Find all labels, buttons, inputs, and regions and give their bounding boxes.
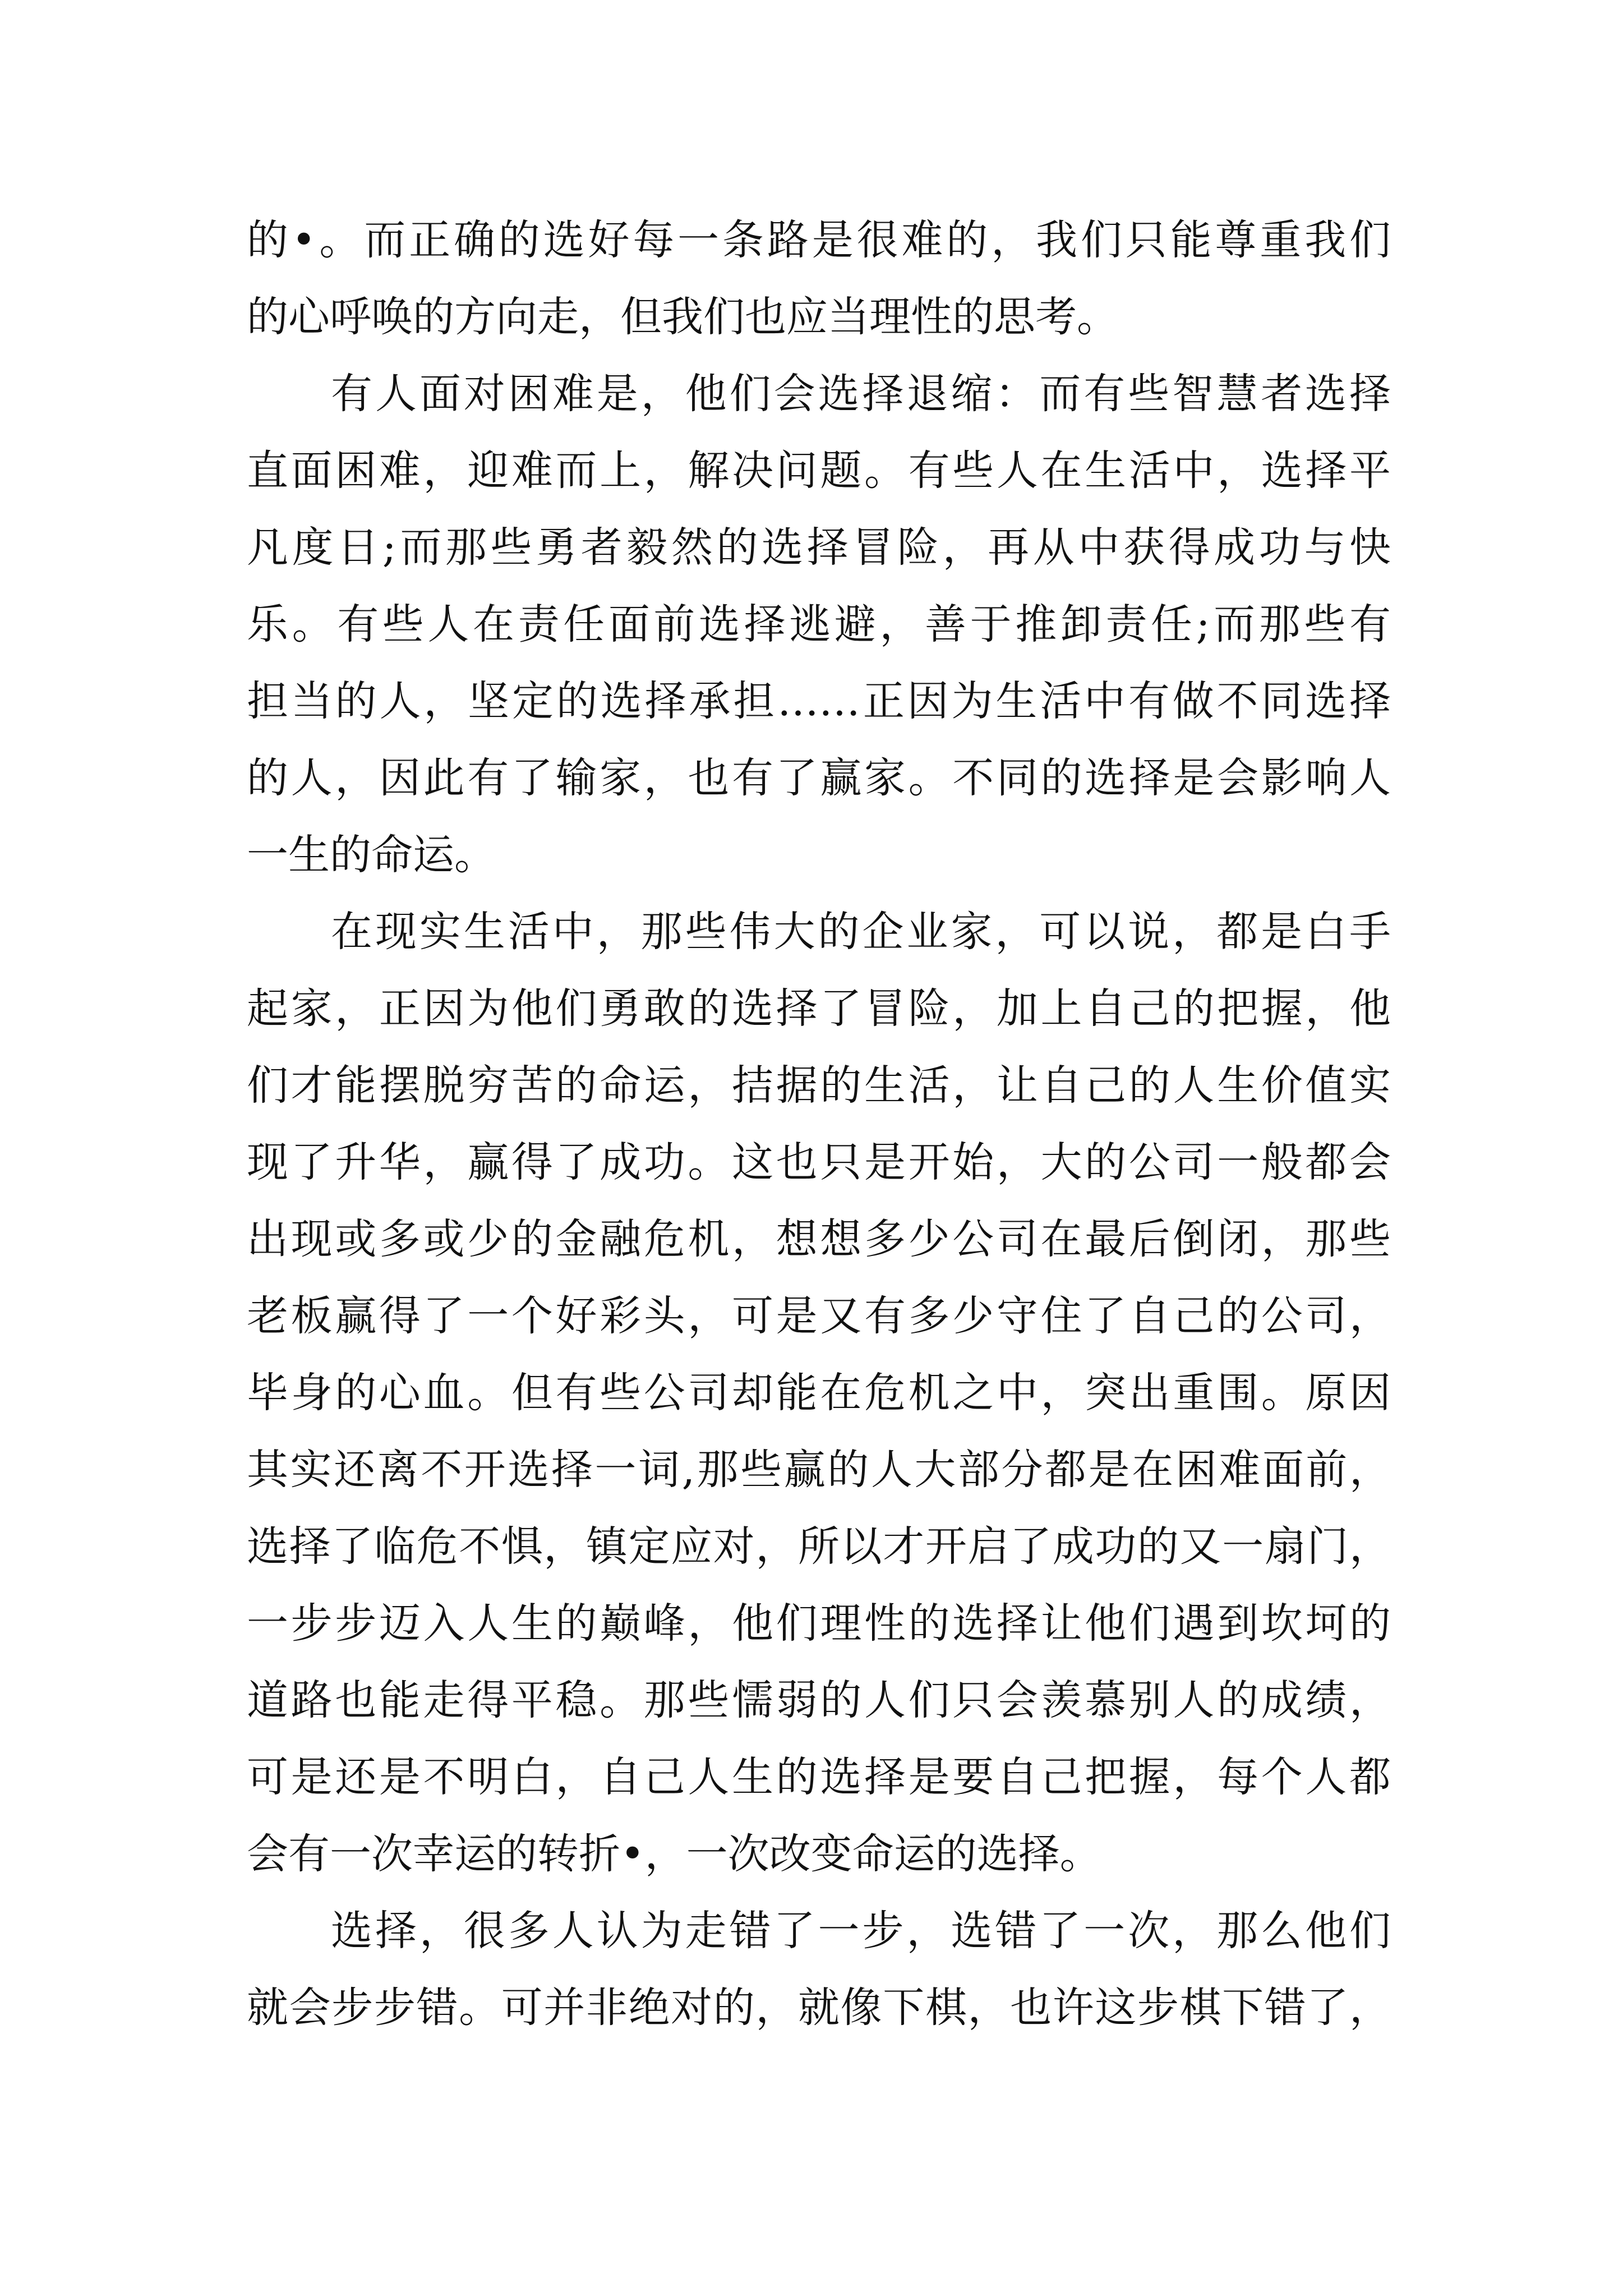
- text-line: 们才能摆脱穷苦的命运，拮据的生活，让自己的人生价值实: [247, 1061, 1391, 1110]
- text-line: 的心呼唤的方向走，但我们也应当理性的思考。: [247, 293, 1118, 341]
- text-line: 有人面对困难是，他们会选择退缩：而有些智慧者选择: [331, 370, 1391, 418]
- text-line: 选择了临危不惧，镇定应对，所以才开启了成功的又一扇门，: [247, 1522, 1391, 1571]
- text-line: 起家，正因为他们勇敢的选择了冒险，加上自己的把握，他: [247, 984, 1391, 1033]
- text-line: 的人，因此有了输家，也有了赢家。不同的选择是会影响人: [247, 754, 1391, 802]
- text-line: 其实还离不开选择一词,那些赢的人大部分都是在困难面前，: [247, 1446, 1391, 1494]
- text-line: 就会步步错。可并非绝对的，就像下棋，也许这步棋下错了，: [247, 1984, 1391, 2032]
- text-line: 现了升华，赢得了成功。这也只是开始，大的公司一般都会: [247, 1138, 1391, 1186]
- text-line: 会有一次幸运的转折•，一次改变命运的选择。: [247, 1830, 1101, 1878]
- text-line: 老板赢得了一个好彩头，可是又有多少守住了自己的公司，: [247, 1292, 1391, 1340]
- text-line: 选择，很多人认为走错了一步，选错了一次，那么他们: [331, 1907, 1391, 1955]
- text-line: 一生的命运。: [247, 831, 496, 879]
- document-body: [247, 202, 1391, 2046]
- text-line: 乐。有些人在责任面前选择逃避，善于推卸责任;而那些有: [247, 600, 1391, 648]
- text-line: 在现实生活中，那些伟大的企业家，可以说，都是白手: [331, 908, 1391, 956]
- text-line: 道路也能走得平稳。那些懦弱的人们只会羡慕别人的成绩，: [247, 1676, 1391, 1724]
- text-line: 直面困难，迎难而上，解决问题。有些人在生活中，选择平: [247, 447, 1391, 495]
- text-line: 的•。而正确的选好每一条路是很难的，我们只能尊重我们: [247, 216, 1391, 264]
- text-line: 担当的人，坚定的选择承担……正因为生活中有做不同选择: [247, 677, 1391, 725]
- text-line: 出现或多或少的金融危机，想想多少公司在最后倒闭，那些: [247, 1215, 1391, 1263]
- text-line: 毕身的心血。但有些公司却能在危机之中，突出重围。原因: [247, 1369, 1391, 1417]
- text-line: 一步步迈入人生的巅峰，他们理性的选择让他们遇到坎坷的: [247, 1599, 1391, 1648]
- text-line: 凡度日;而那些勇者毅然的选择冒险，再从中获得成功与快: [247, 523, 1391, 572]
- text-line: 可是还是不明白，自己人生的选择是要自己把握，每个人都: [247, 1753, 1391, 1801]
